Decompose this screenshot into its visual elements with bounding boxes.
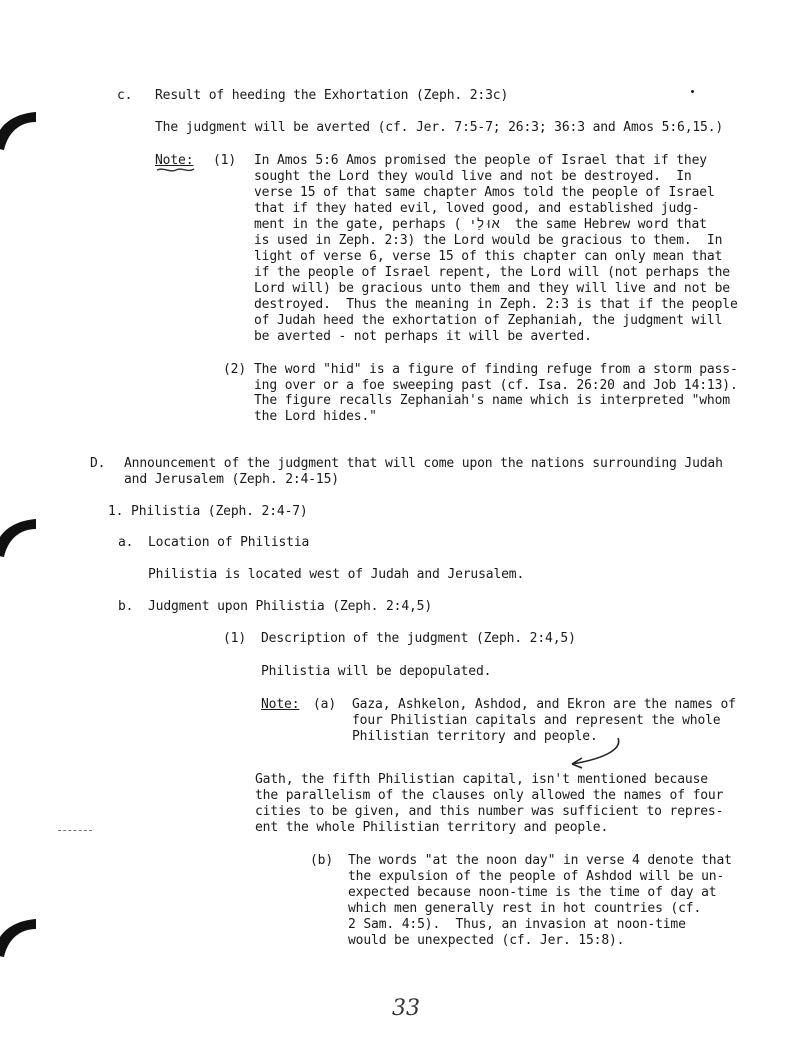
text-line: The words "at the noon day" in verse 4 denote that xyxy=(348,853,732,868)
text-line: Gath, the fifth Philistian capital, isn't mentioned because xyxy=(255,772,708,787)
subsection-b-heading: Judgment upon Philistia (Zeph. 2:4,5) xyxy=(148,599,433,614)
text-line: would be unexpected (cf. Jer. 15:8). xyxy=(348,933,625,948)
text-line: Announcement of the judgment that will come upon the nations surrounding Judah xyxy=(124,456,723,471)
text-line: expected because noon-time is the time of day at xyxy=(348,885,717,900)
text-line: the expulsion of the people of Ashdod will be un- xyxy=(348,869,725,884)
text-line: is used in Zeph. 2:3) the Lord would be gracious to them. In xyxy=(254,233,723,248)
text-line: the Lord hides." xyxy=(254,408,377,424)
section-c-letter: c. xyxy=(117,88,133,103)
text-line: 2 Sam. 4:5). Thus, an invasion at noon-time xyxy=(348,917,686,932)
margin-dash-mark xyxy=(58,830,92,831)
text-line: of Judah heed the exhortation of Zephaniah, the judgment will xyxy=(254,313,723,328)
text-line: The word "hid" is a figure of finding refuge from a storm pass- xyxy=(254,362,738,377)
text-line: which men generally rest in hot countries (cf. xyxy=(348,901,702,916)
b1-heading: Description of the judgment (Zeph. 2:4,5) xyxy=(261,631,576,646)
note-a-number: (a) xyxy=(313,697,337,712)
note-1-number: (1) xyxy=(213,153,237,168)
text-line: be averted - not perhaps it will be averted. xyxy=(254,329,592,344)
text-line: verse 15 of that same chapter Amos told the people of Israel xyxy=(254,185,715,200)
note-label-philistia: Note: xyxy=(261,697,300,712)
b1-text: Philistia will be depopulated. xyxy=(261,664,492,679)
note-label: Note: xyxy=(155,153,194,168)
text-line: In Amos 5:6 Amos promised the people of Israel that if they xyxy=(254,153,707,168)
note-b-number: (b) xyxy=(310,853,334,868)
text-line: Gaza, Ashkelon, Ashdod, and Ekron are the names of xyxy=(352,697,736,712)
text-line: that if they hated evil, loved good, and established judg- xyxy=(254,201,700,216)
handwritten-arrow-mark xyxy=(548,732,628,772)
text-line: ing over or a foe sweeping past (cf. Isa. 26:20 and Job 14:13). xyxy=(254,377,738,393)
text-line: light of verse 6, verse 15 of this chapter can only mean that xyxy=(254,249,723,264)
text-line: Lord will) be gracious unto them and they will live and not be xyxy=(254,281,730,296)
subsection-a-text: Philistia is located west of Judah and Jerusalem. xyxy=(148,567,525,582)
text-line: The figure recalls Zephaniah's name which is interpreted "whom xyxy=(254,393,730,408)
page-number: 33 xyxy=(392,996,420,1021)
text-line: if the people of Israel repent, the Lord will (not perhaps the xyxy=(254,265,730,280)
binder-hole-mark xyxy=(0,515,44,561)
text-line: the parallelism of the clauses only allowed the names of four xyxy=(255,788,724,803)
section-c-heading: Result of heeding the Exhortation (Zeph. 2:3c) xyxy=(155,88,509,103)
text-line: four Philistian capitals and represent the whole xyxy=(352,713,721,728)
underline-squiggle xyxy=(156,166,196,174)
subsection-b-letter: b. xyxy=(118,599,134,614)
subsection-a-heading: Location of Philistia xyxy=(148,535,310,550)
b1-number: (1) xyxy=(223,631,247,646)
text-line: ment in the gate, perhaps ( אוּלַי the same Hebrew word that xyxy=(254,217,707,232)
subsection-a-letter: a. xyxy=(118,535,134,550)
text-line: Philistian territory and people. xyxy=(352,729,598,744)
binder-hole-mark xyxy=(0,915,44,961)
binder-hole-mark xyxy=(0,108,44,154)
text-line: cities to be given, and this number was sufficient to repres- xyxy=(255,804,724,819)
text-line: sought the Lord they would live and not be destroyed. In xyxy=(254,169,692,184)
text-line: destroyed. Thus the meaning in Zeph. 2:3 is that if the people xyxy=(254,297,738,312)
section-d-letter: D. xyxy=(90,456,106,471)
stray-dot xyxy=(691,90,694,93)
section-c-statement: The judgment will be averted (cf. Jer. 7:5-7; 26:3; 36:3 and Amos 5:6,15.) xyxy=(155,120,724,135)
text-line: ent the whole Philistian territory and people. xyxy=(255,820,609,835)
philistia-heading: 1. Philistia (Zeph. 2:4-7) xyxy=(108,504,308,519)
note-2-number: (2) xyxy=(223,362,247,377)
text-line: and Jerusalem (Zeph. 2:4-15) xyxy=(124,472,339,487)
